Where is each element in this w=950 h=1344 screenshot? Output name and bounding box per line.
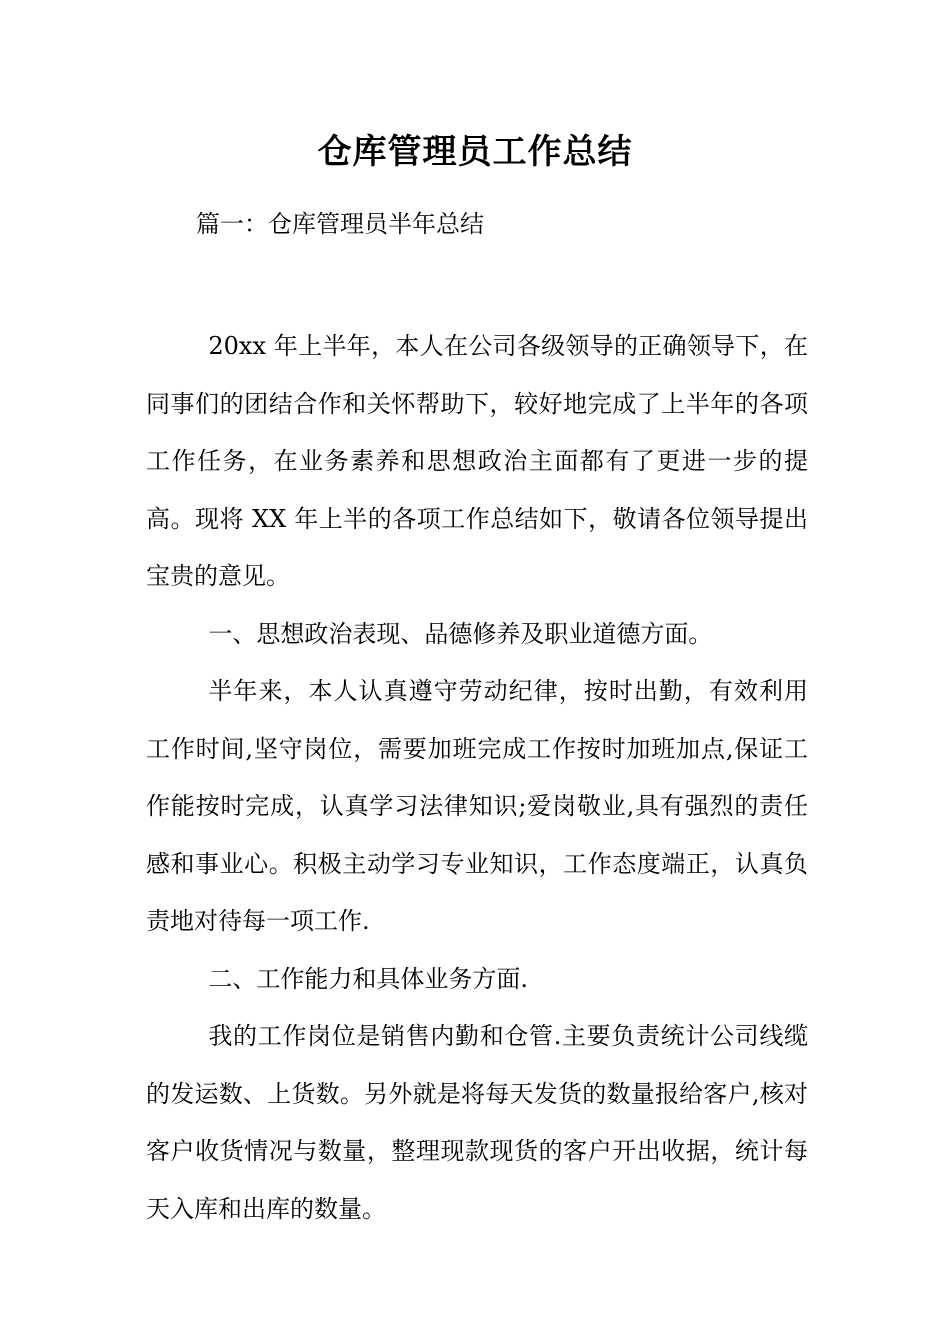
paragraph-section-1: 半年来，本人认真遵守劳动纪律，按时出勤，有效利用工作时间,坚守岗位，需要加班完成工作按时加班加点,保证工作能按时完成，认真学习法律知识;爱岗敬业,具有强烈的责任感和事业心。积极主动学习专业知识，工作态度端正，认真负责地对待每一项工作. [146,677,808,935]
section-heading-1: 一、思想政治表现、品德修养及职业道德方面。 [208,619,713,648]
document-title: 仓库管理员工作总结 [317,132,633,172]
paragraph-section-2: 我的工作岗位是销售内勤和仓管.主要负责统计公司线缆的发运数、上货数。另外就是将每天发货的数量报给客户,核对客户收货情况与数量，整理现款现货的客户开出收据，统计每天入库和出库的数量。 [146,1022,808,1223]
document-body [146,318,808,1238]
document-subtitle: 篇一：仓库管理员半年总结 [196,210,484,238]
paragraph-intro: 20xx 年上半年，本人在公司各级领导的正确领导下，在同事们的团结合作和关怀帮助下，较好地完成了上半年的各项工作任务，在业务素养和思想政治主面都有了更进一步的提高。现将 XX 年上半的各项工作总结如下，敬请各位领导提出宝贵的意见。 [146,332,808,590]
section-heading-2: 二、工作能力和具体业务方面. [208,964,529,993]
